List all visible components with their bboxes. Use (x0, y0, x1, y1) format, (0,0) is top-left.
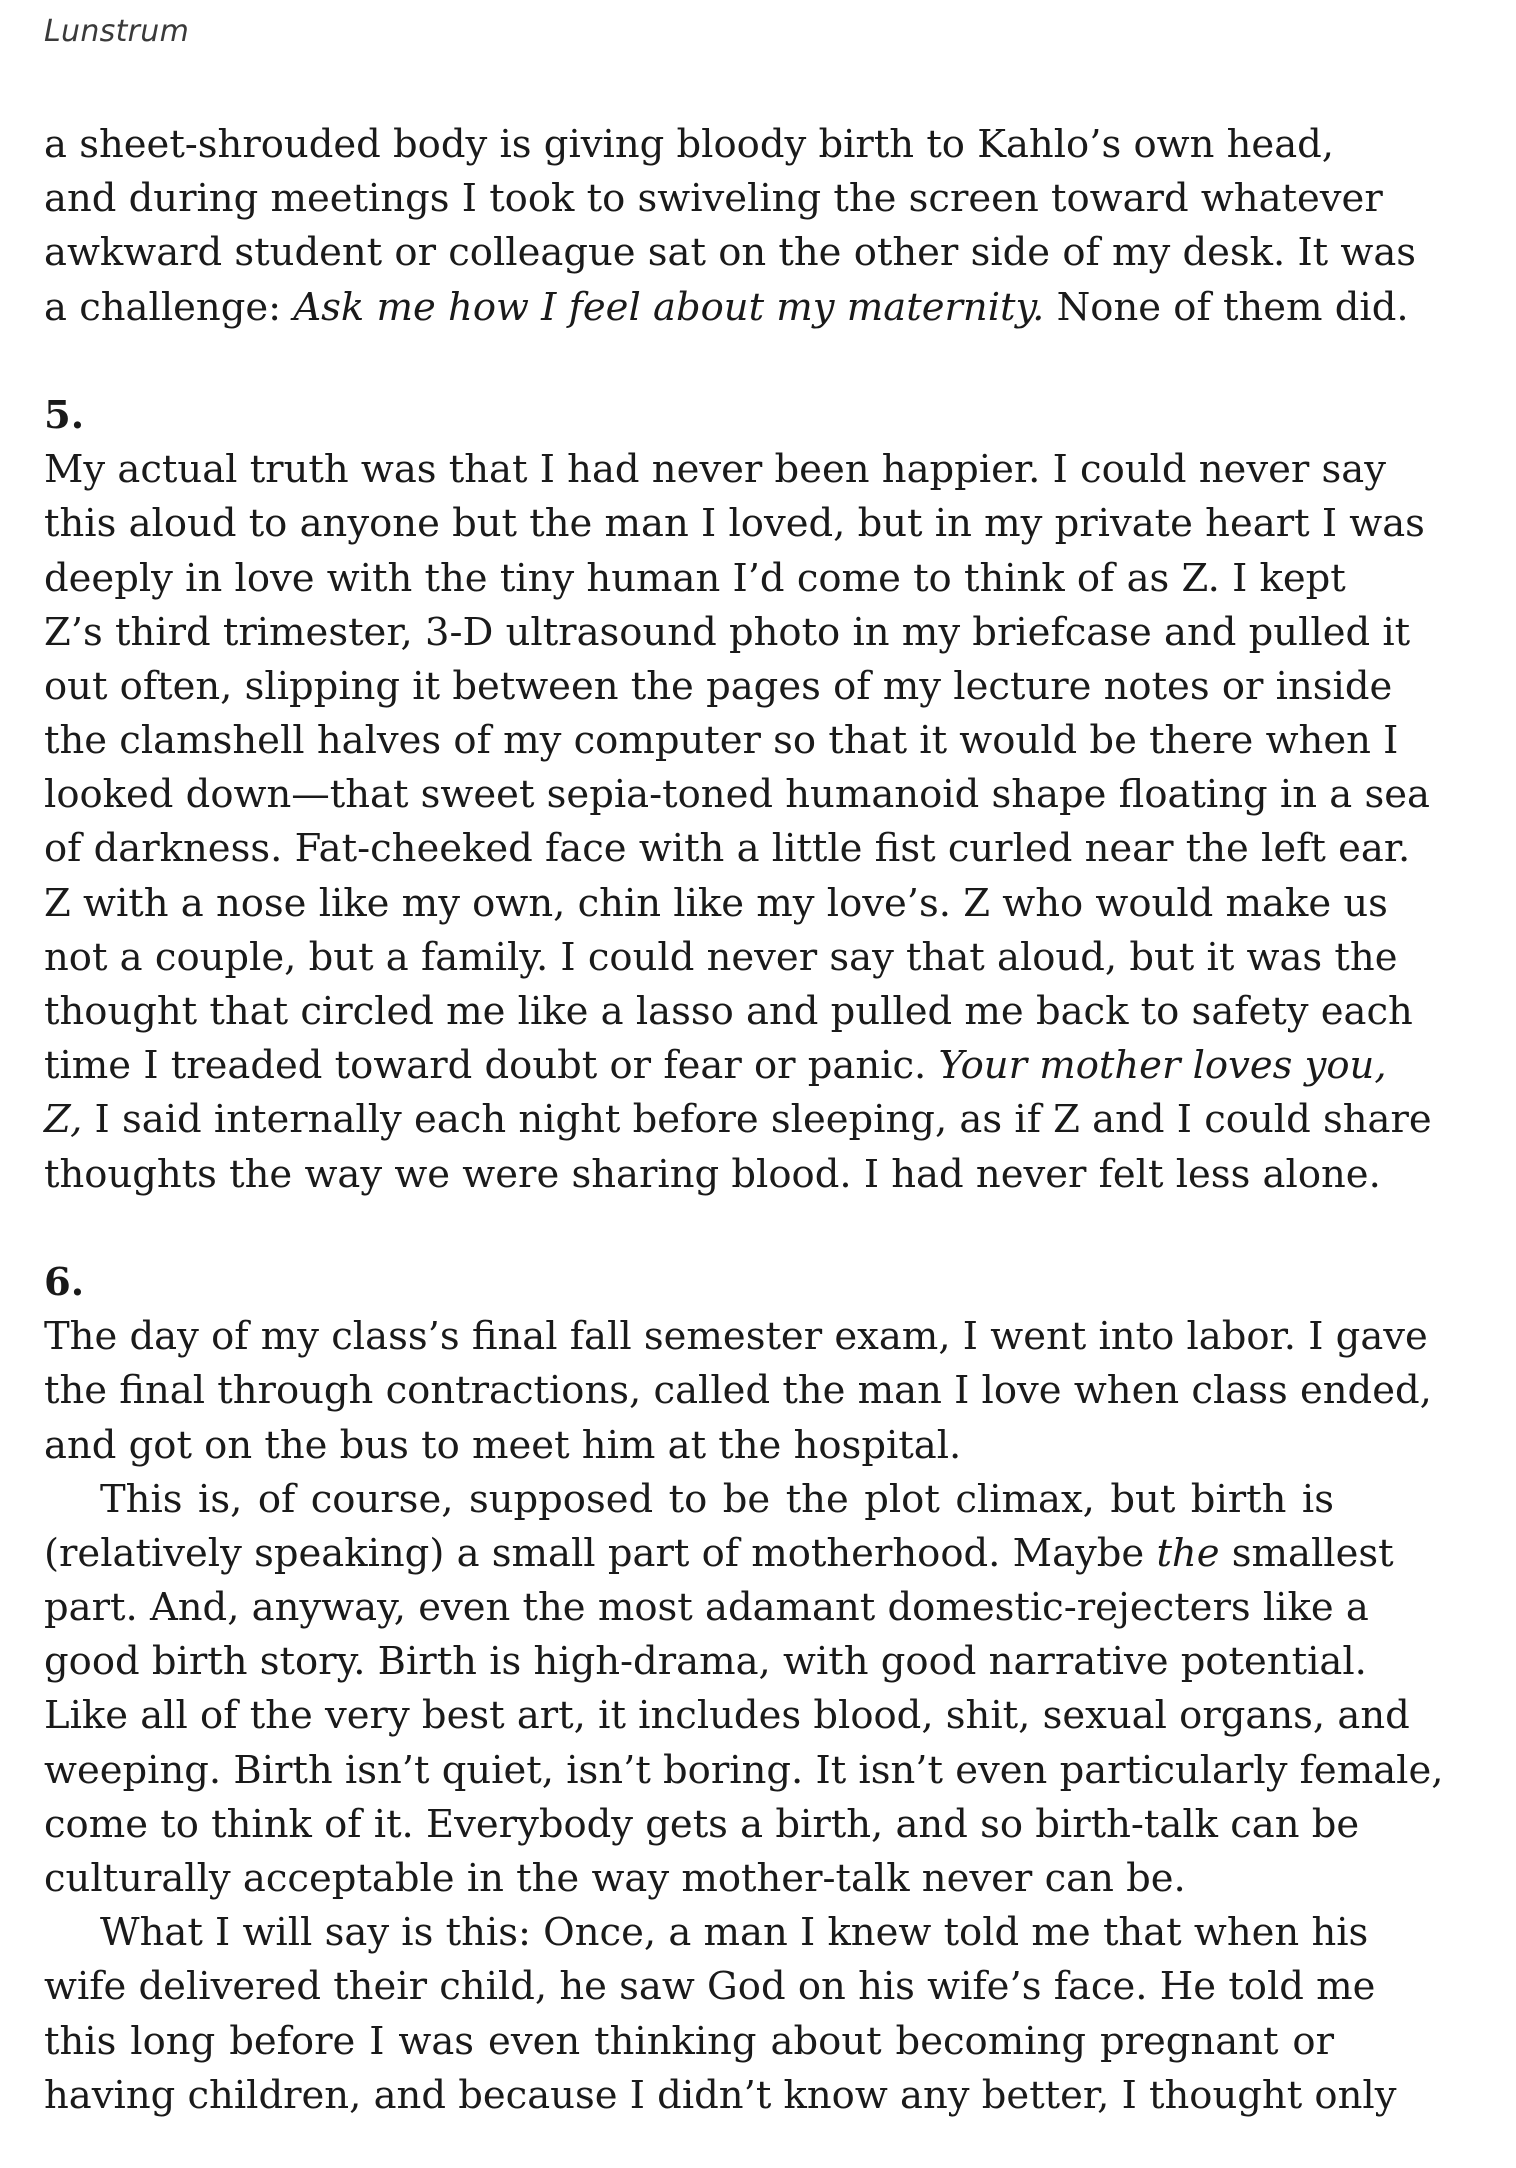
paragraph (44, 1473, 1444, 1907)
italic-phrase: the (1156, 1530, 1220, 1576)
text-line: this long before I was even thinking about becoming pregnant or (44, 2018, 1334, 2064)
italic-phrase: Ask me how I feel about my maternity. (293, 284, 1045, 330)
text-line: weeping. Birth isn’t quiet, isn’t boring. It isn’t even particularly female, (44, 1747, 1444, 1793)
text-segment: None of them did. (1044, 284, 1409, 330)
text-line: and got on the bus to meet him at the hospital. (44, 1422, 962, 1468)
body-text (44, 118, 1444, 2123)
text-line: not a couple, but a family. I could never say that aloud, but it was the (44, 934, 1398, 980)
italic-phrase: Your mother loves you, (938, 1043, 1387, 1089)
italic-phrase: Z, (44, 1097, 83, 1143)
text-line: thoughts the way we were sharing blood. I had never felt less alone. (44, 1151, 1381, 1197)
text-line: out often, slipping it between the pages of my lecture notes or inside (44, 663, 1393, 709)
text-line (44, 1527, 1394, 1581)
text-line (44, 1093, 1432, 1147)
text-line: Z’s third trimester, 3-D ultrasound photo in my briefcase and pulled it (44, 609, 1411, 655)
text-line: Z with a nose like my own, chin like my love’s. Z who would make us (44, 880, 1388, 926)
text-line: having children, and because I didn’t know any better, I thought only (44, 2072, 1397, 2118)
running-head: Lunstrum (44, 14, 190, 49)
text-line: The day of my class’s final fall semester exam, I went into labor. I gave (44, 1314, 1428, 1360)
section-6 (44, 1256, 1444, 2123)
section-number: 5. (44, 392, 85, 438)
text-segment: I said internally each night before sleeping, as if Z and I could share (82, 1097, 1432, 1143)
text-segment: (relatively speaking) a small part of motherhood. Maybe (44, 1530, 1157, 1576)
text-line: the final through contractions, called the man I love when class ended, (44, 1368, 1432, 1414)
section-gap (44, 335, 1334, 389)
text-segment: time I treaded toward doubt or fear or panic. (44, 1043, 939, 1089)
text-line (44, 1039, 1387, 1093)
text-line: My actual truth was that I had never been happier. I could never say (44, 447, 1386, 493)
text-line: looked down—that sweet sepia-toned humanoid shape floating in a sea (44, 772, 1430, 818)
text-line: thought that circled me like a lasso and pulled me back to safety each (44, 989, 1413, 1034)
text-line: Like all of the very best art, it includes blood, shit, sexual organs, and (44, 1693, 1410, 1739)
text-line: awkward student or colleague sat on the other side of my desk. It was (44, 230, 1417, 276)
text-line: deeply in love with the tiny human I’d come to think of as Z. I kept (44, 555, 1346, 601)
text-line: This is, of course, supposed to be the plot climax, but birth is (100, 1476, 1334, 1522)
text-line: and during meetings I took to swiveling the screen toward whatever (44, 176, 1383, 222)
text-segment: a challenge: (44, 284, 294, 330)
section-4-tail (44, 118, 1417, 335)
text-line: What I will say is this: Once, a man I knew told me that when his (100, 1910, 1369, 1956)
text-line: wife delivered their child, he saw God on his wife’s face. He told me (44, 1964, 1376, 2010)
text-line: the clamshell halves of my computer so that it would be there when I (44, 718, 1399, 764)
section-gap (44, 1202, 1334, 1256)
text-line: of darkness. Fat-cheeked face with a little fist curled near the left ear. (44, 826, 1411, 872)
text-line: culturally acceptable in the way mother-talk never can be. (44, 1856, 1186, 1901)
text-line: this aloud to anyone but the man I loved, but in my private heart I was (44, 501, 1425, 547)
section-number: 6. (44, 1259, 85, 1305)
paragraph (44, 1310, 1432, 1473)
text-segment: smallest (1219, 1530, 1394, 1576)
text-line: part. And, anyway, even the most adamant domestic-rejecters like a (44, 1585, 1369, 1631)
text-line (44, 281, 1409, 335)
paragraph (44, 1906, 1397, 2123)
section-5 (44, 389, 1432, 1202)
text-line: good birth story. Birth is high-drama, with good narrative potential. (44, 1639, 1367, 1685)
text-line: a sheet-shrouded body is giving bloody birth to Kahlo’s own head, (44, 122, 1335, 167)
text-line: come to think of it. Everybody gets a birth, and so birth-talk can be (44, 1801, 1360, 1847)
